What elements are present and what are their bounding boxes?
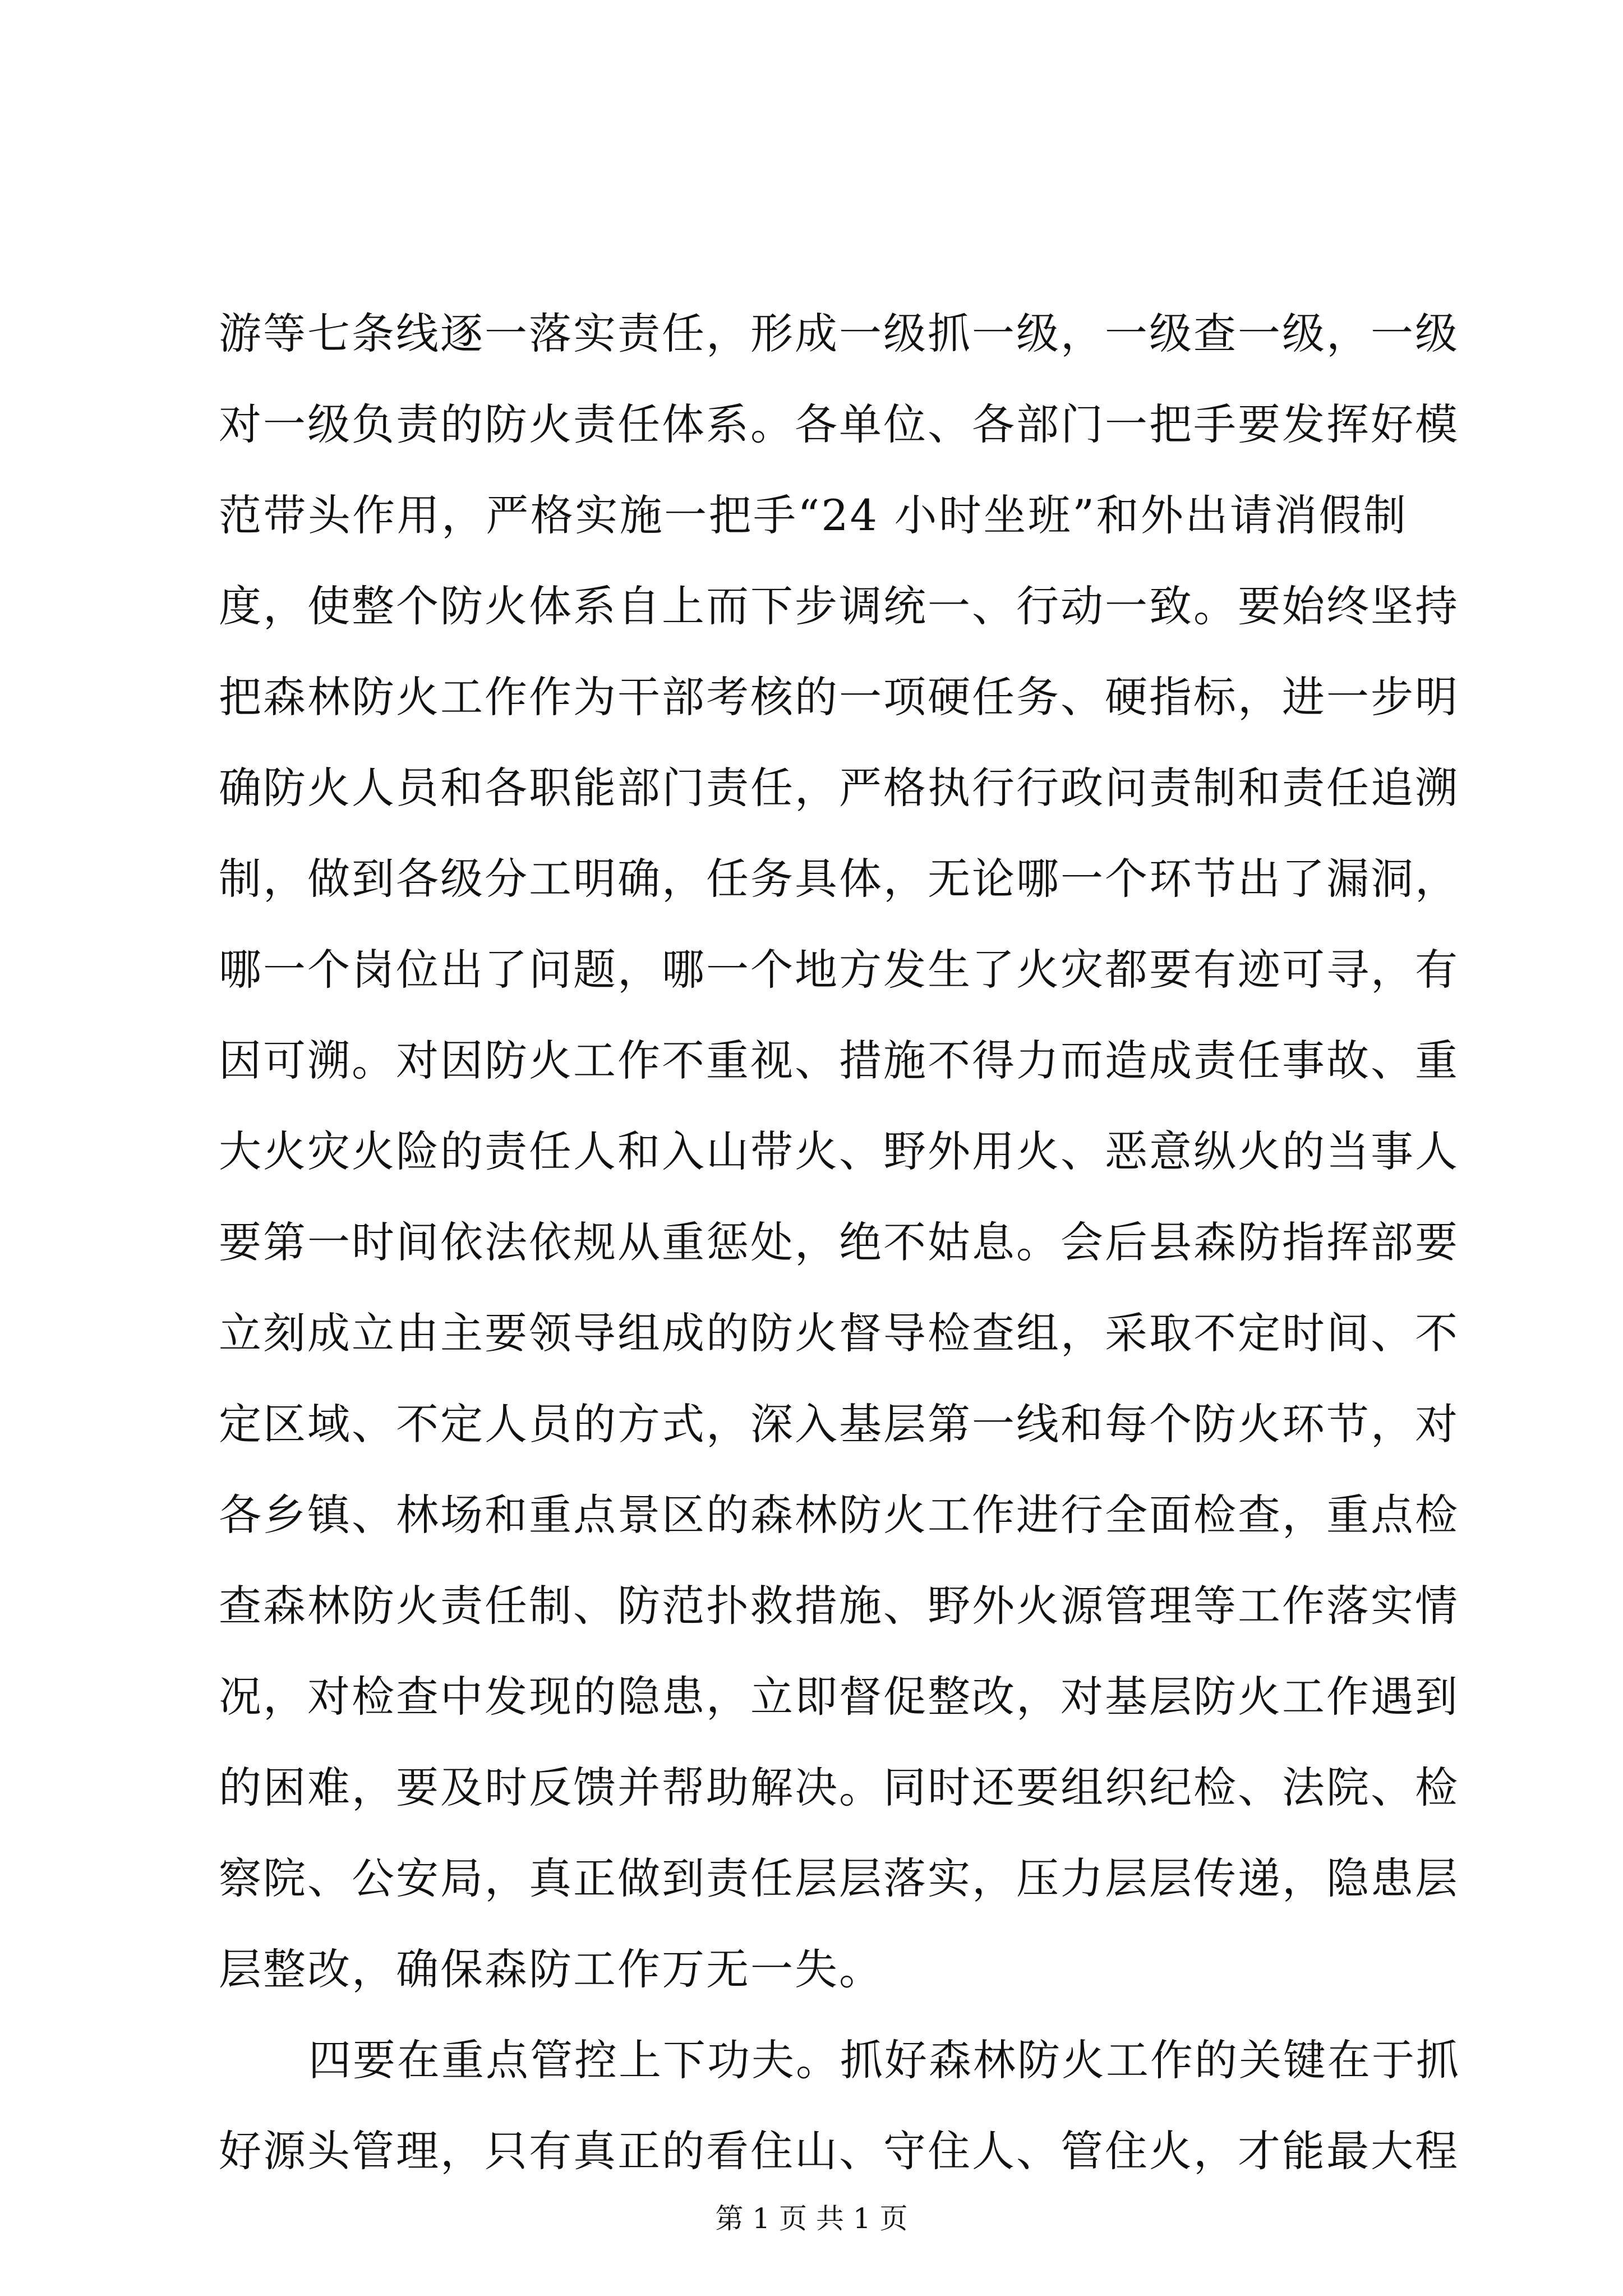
text-line: 各乡镇、林场和重点景区的森林防火工作进行全面检查，重点检 bbox=[219, 1490, 1459, 1540]
text-line: 游等七条线逐一落实责任，形成一级抓一级，一级查一级，一级 bbox=[219, 309, 1459, 358]
text-line: 范带头作用，严格实施一把手“24 小时坐班”和外出请消假制 bbox=[219, 490, 1408, 540]
text-line: 度，使整个防火体系自上而下步调统一、行动一致。要始终坚持 bbox=[219, 581, 1459, 631]
text-line: 制，做到各级分工明确，任务具体，无论哪一个环节出了漏洞， bbox=[219, 854, 1459, 904]
text-line: 要第一时间依法依规从重惩处，绝不姑息。会后县森防指挥部要 bbox=[219, 1217, 1459, 1267]
text-line: 察院、公安局，真正做到责任层层落实，压力层层传递，隐患层 bbox=[219, 1853, 1459, 1903]
text-line: 立刻成立由主要领导组成的防火督导检查组，采取不定时间、不 bbox=[219, 1308, 1459, 1358]
text-line: 况，对检查中发现的隐患，立即督促整改，对基层防火工作遇到 bbox=[219, 1672, 1459, 1722]
text-line: 对一级负责的防火责任体系。各单位、各部门一把手要发挥好模 bbox=[219, 399, 1459, 449]
text-line: 哪一个岗位出了问题，哪一个地方发生了火灾都要有迹可寻，有 bbox=[219, 945, 1459, 995]
text-line: 大火灾火险的责任人和入山带火、野外用火、恶意纵火的当事人 bbox=[219, 1126, 1459, 1176]
text-line: 定区域、不定人员的方式，深入基层第一线和每个防火环节，对 bbox=[219, 1399, 1459, 1449]
text-line: 好源头管理，只有真正的看住山、守住人、管住火，才能最大程 bbox=[219, 2126, 1459, 2176]
text-line: 的困难，要及时反馈并帮助解决。同时还要组织纪检、法院、检 bbox=[219, 1763, 1459, 1812]
text-line: 把森林防火工作作为干部考核的一项硬任务、硬指标，进一步明 bbox=[219, 672, 1459, 722]
text-line: 确防火人员和各职能部门责任，严格执行行政问责制和责任追溯 bbox=[219, 763, 1459, 813]
text-line: 查森林防火责任制、防范扑救措施、野外火源管理等工作落实情 bbox=[219, 1581, 1459, 1631]
page-number-footer: 第 1 页 共 1 页 bbox=[715, 2202, 908, 2235]
paragraph-first-line: 四要在重点管控上下功夫。抓好森林防火工作的关键在于抓 bbox=[308, 2035, 1460, 2085]
text-line: 因可溯。对因防火工作不重视、措施不得力而造成责任事故、重 bbox=[219, 1036, 1459, 1085]
text-line: 层整改，确保森防工作万无一失。 bbox=[219, 1944, 883, 1994]
